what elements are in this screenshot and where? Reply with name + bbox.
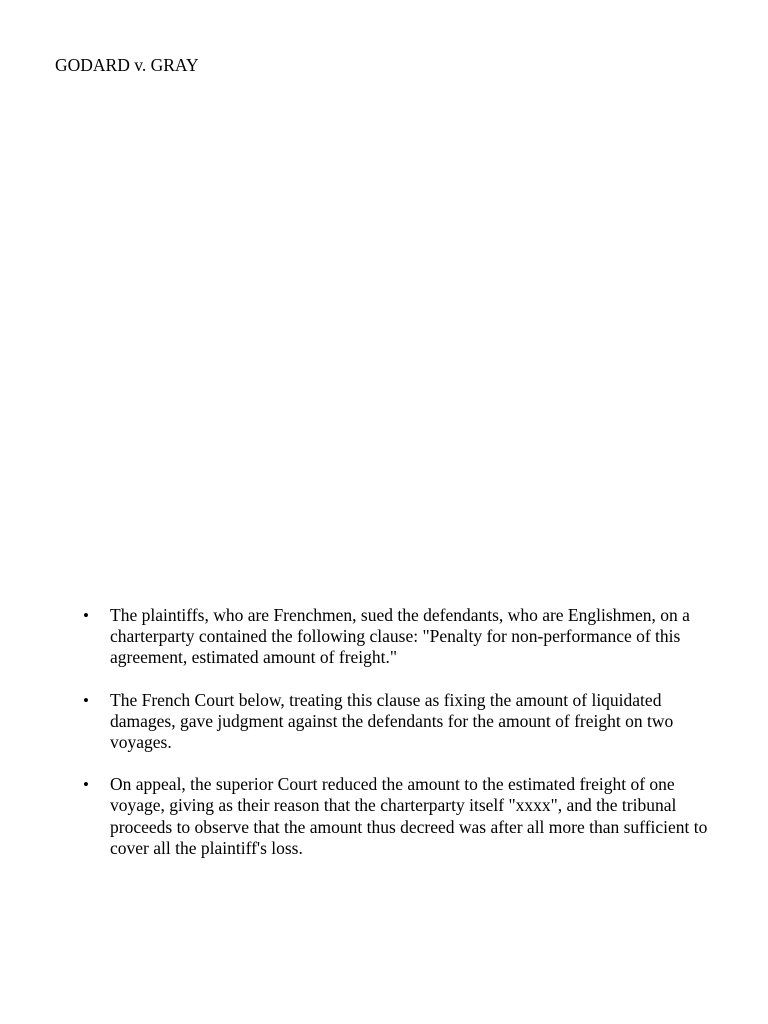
bullet-icon: • (83, 690, 89, 710)
bullet-icon: • (83, 775, 89, 795)
list-item (0, 774, 768, 859)
list-item (0, 605, 768, 669)
list-item (0, 690, 768, 754)
bullet-list (0, 605, 768, 880)
page-title: GODARD v. GRAY (55, 55, 199, 75)
bullet-text: The French Court below, treating this clause as fixing the amount of liquidated damages, gave judgment against the defendants for the amount of freight on two voyages. (110, 689, 674, 753)
bullet-icon: • (83, 606, 89, 625)
bullet-text: On appeal, the superior Court reduced the amount to the estimated freight of one voyage, giving as their reason that the charterparty itself "xxxx", and the tribunal proceeds to observe that the amount thus decreed was after all more than sufficient to cover all the plaintiff's loss. (110, 774, 708, 858)
bullet-text: The plaintiffs, who are Frenchmen, sued the defendants, who are Englishmen, on a charterparty contained the following clause: "Penalty for non-performance of this agreement, estimated amount of freight." (110, 605, 690, 668)
